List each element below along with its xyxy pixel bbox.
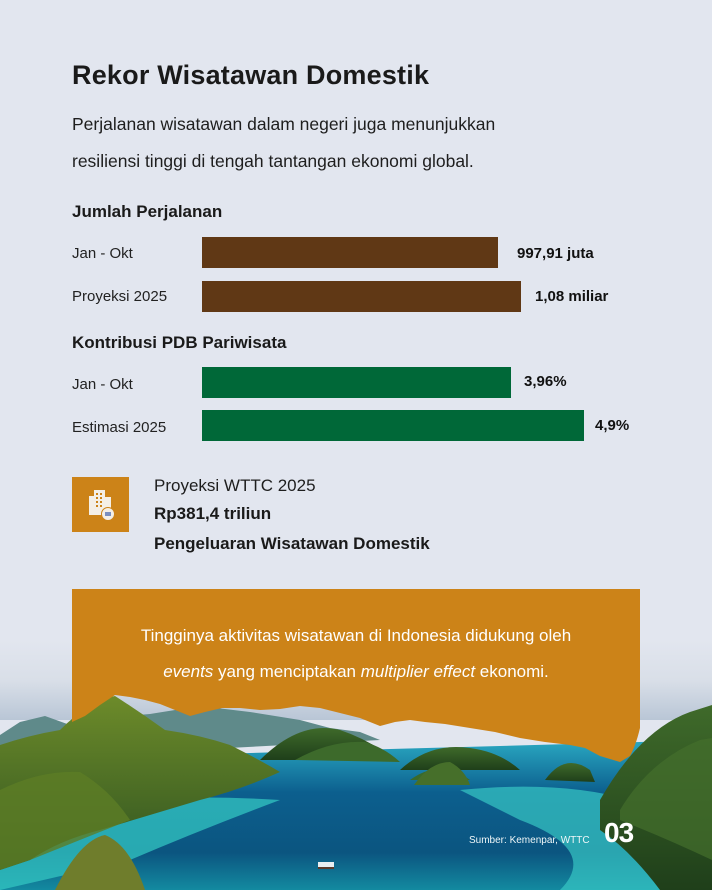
callout-mid-text: yang menciptakan [213,662,361,681]
callout-text [72,618,640,690]
callout-italic-multiplier: multiplier effect [360,662,476,681]
page-number: 03 [604,817,634,848]
callout-line-1: Tingginya aktivitas wisatawan di Indonesia didukung oleh [140,626,572,645]
wttc-projection-description: Pengeluaran Wisatawan Domestik [154,534,430,553]
wttc-projection-label: Proyeksi WTTC 2025 [154,476,316,495]
trips-chart-title: Jumlah Perjalanan [72,202,223,221]
gdp-chart-title: Kontribusi PDB Pariwisata [72,333,287,352]
gdp-row-label-estimasi-2025: Estimasi 2025 [72,419,167,436]
callout-italic-events: events [163,662,214,681]
wttc-projection-amount: Rp381,4 triliun [154,504,272,523]
trips-value-proyeksi-2025: 1,08 miliar [535,288,609,305]
gdp-value-jan-okt: 3,96% [524,373,567,390]
source-citation: Sumber: Kemenpar, WTTC [469,835,590,846]
trips-row-label-jan-okt: Jan - Okt [72,245,133,262]
gdp-value-estimasi-2025: 4,9% [595,417,630,434]
callout-end-text: ekonomi. [475,662,549,681]
trips-value-jan-okt: 997,91 juta [517,245,594,262]
trips-row-label-proyeksi-2025: Proyeksi 2025 [72,288,168,305]
subtitle-line-1: Perjalanan wisatawan dalam negeri juga menunjukkan [72,114,496,134]
gdp-row-label-jan-okt: Jan - Okt [72,376,133,393]
callout-line-2 [72,654,640,690]
page-title: Rekor Wisatawan Domestik [72,60,430,90]
subtitle-line-2: resiliensi tinggi di tengah tantangan ekonomi global. [72,151,474,171]
